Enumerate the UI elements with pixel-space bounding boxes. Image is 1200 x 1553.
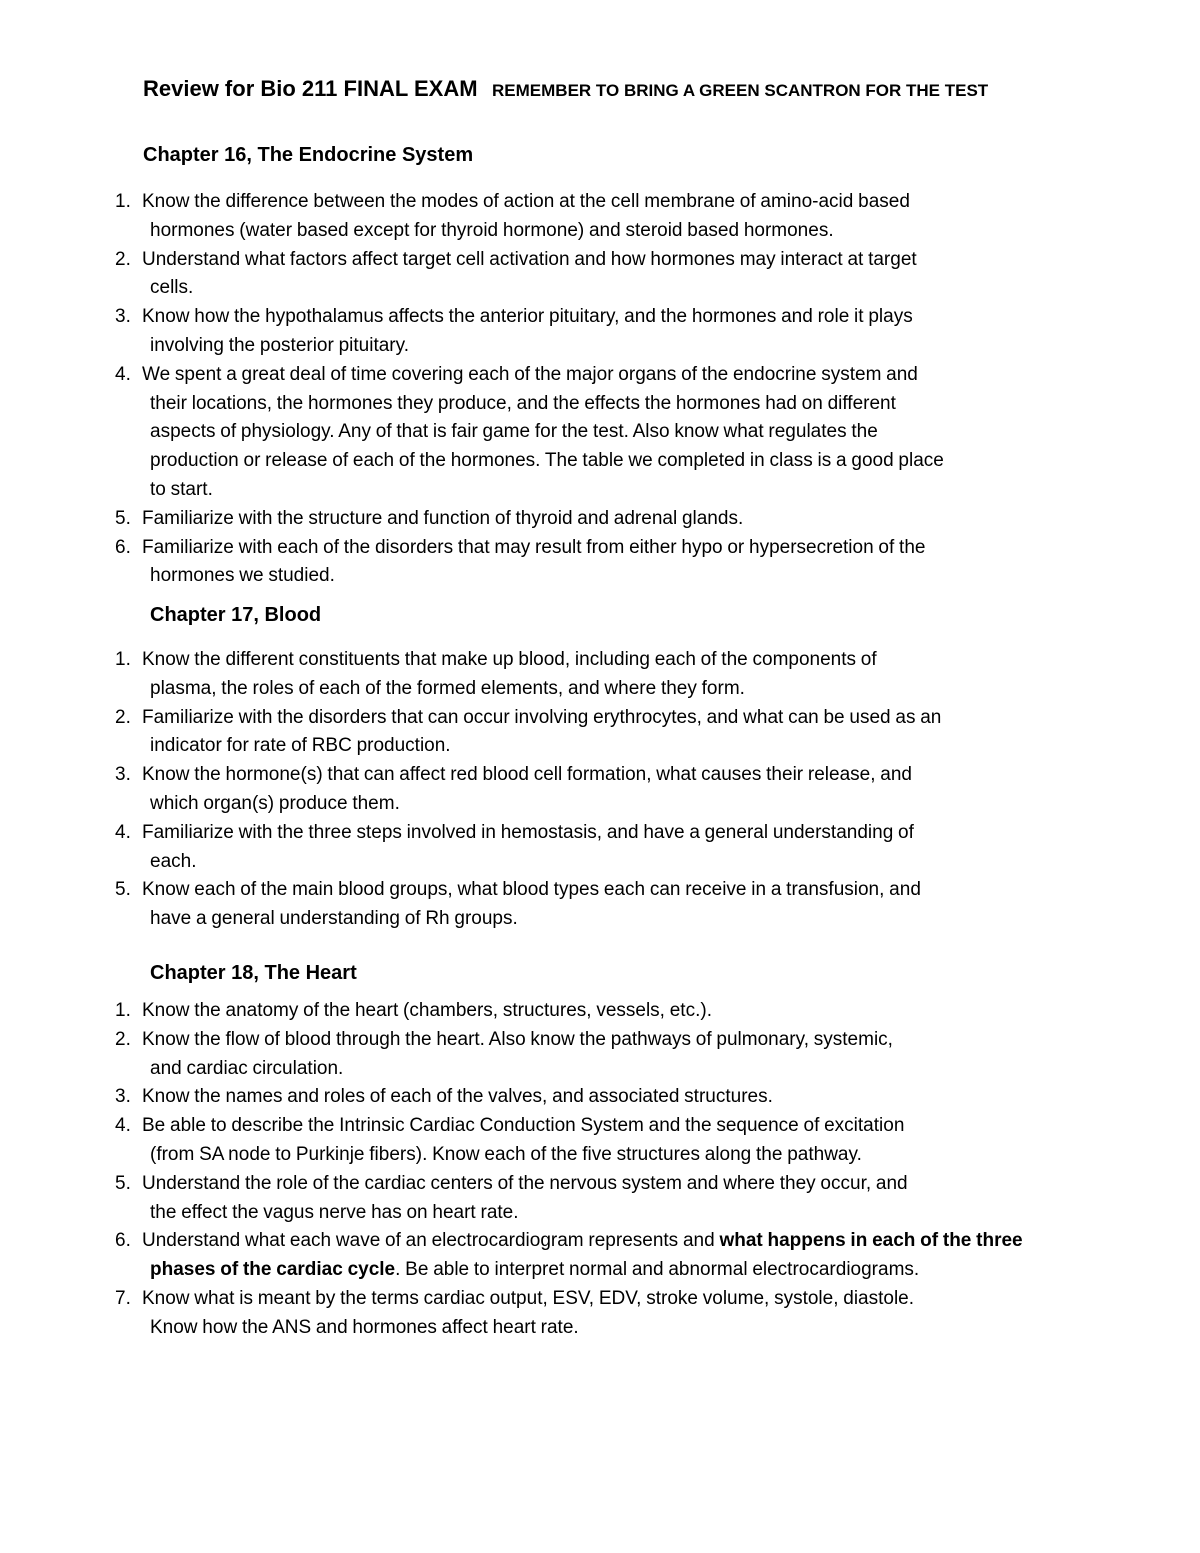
item-number: 4. (115, 1115, 131, 1137)
item-text: Understand what each wave of an electrocardiogram represents and (142, 1230, 715, 1252)
list-item (0, 704, 1100, 762)
item-text-continued: each. (150, 850, 197, 872)
chapter-17-list (0, 646, 1100, 934)
item-text: Familiarize with the three steps involved in hemostasis, and have a general understanding of (142, 821, 914, 843)
item-text-continued: Know how the ANS and hormones affect heart rate. (150, 1316, 579, 1338)
item-text: Familiarize with each of the disorders that may result from either hypo or hypersecretion of the (142, 536, 926, 558)
item-text: Know the difference between the modes of action at the cell membrane of amino-acid based (142, 191, 910, 212)
item-text: Be able to describe the Intrinsic Cardiac Conduction System and the sequence of excitation (142, 1115, 905, 1137)
list-item (0, 361, 1100, 505)
item-text-continued: the effect the vagus nerve has on heart rate. (150, 1201, 519, 1223)
item-number: 6. (115, 1230, 131, 1252)
chapter-18-list (0, 997, 1100, 1343)
item-text-continued: hormones (water based except for thyroid hormone) and steroid based hormones. (150, 219, 834, 241)
chapter-17-heading: Chapter 17, Blood (150, 604, 322, 626)
item-number: 3. (115, 306, 131, 328)
item-number: 1. (115, 191, 131, 212)
list-item (0, 876, 1100, 934)
item-text: Understand what factors affect target cell activation and how hormones may interact at target (142, 248, 917, 270)
item-text-continued: (from SA node to Purkinje fibers). Know each of the five structures along the pathway. (150, 1143, 862, 1165)
chapter-16-list (0, 188, 1100, 591)
list-item (0, 1026, 1100, 1084)
scantron-reminder: REMEMBER TO BRING A GREEN SCANTRON FOR THE TEST (492, 81, 989, 100)
item-number: 7. (115, 1287, 131, 1309)
list-item (0, 997, 1100, 1026)
item-text: Know how the hypothalamus affects the anterior pituitary, and the hormones and role it plays (142, 306, 913, 328)
list-item (0, 246, 1100, 304)
item-text-continued: which organ(s) produce them. (150, 792, 400, 814)
item-number: 2. (115, 1028, 131, 1050)
item-number: 1. (115, 1000, 131, 1021)
document-title: Review for Bio 211 FINAL EXAM (143, 76, 478, 101)
list-item (0, 1170, 1100, 1228)
item-number: 2. (115, 706, 131, 728)
item-text: Know the anatomy of the heart (chambers, structures, vessels, etc.). (142, 1000, 712, 1021)
item-text: Understand the role of the cardiac centers of the nervous system and where they occur, and (142, 1172, 908, 1194)
item-number: 6. (115, 536, 131, 558)
item-text: Familiarize with the disorders that can occur involving erythrocytes, and what can be used as an (142, 706, 942, 728)
item-text-continued: have a general understanding of Rh groups. (150, 908, 518, 930)
item-number: 2. (115, 248, 131, 270)
list-item (0, 303, 1100, 361)
item-text-continued: involving the posterior pituitary. (150, 334, 409, 356)
list-item (0, 646, 1100, 704)
list-item (0, 1083, 1100, 1112)
item-text-continued: their locations, the hormones they produce, and the effects the hormones had on different aspects of physiology. Any of that is fair game for the test. Also know what regulates the production or release of each of the hormones. The table we completed in class is a good place to start. (150, 392, 944, 500)
item-text-continued: . Be able to interpret normal and abnormal electrocardiograms. (395, 1259, 920, 1281)
item-text-continued: indicator for rate of RBC production. (150, 735, 451, 757)
item-number: 5. (115, 507, 131, 529)
item-text: Know each of the main blood groups, what blood types each can receive in a transfusion, and (142, 879, 921, 901)
list-item (0, 1112, 1100, 1170)
item-number: 4. (115, 821, 131, 843)
list-item (0, 188, 1100, 246)
item-text: Know the names and roles of each of the valves, and associated structures. (142, 1086, 773, 1108)
item-text-continued: and cardiac circulation. (150, 1057, 344, 1079)
item-text-continued: plasma, the roles of each of the formed elements, and where they form. (150, 677, 745, 699)
document-title-line (143, 76, 988, 102)
list-item (0, 505, 1100, 534)
list-item (0, 1227, 1100, 1285)
chapter-18-heading: Chapter 18, The Heart (150, 962, 357, 984)
item-number: 5. (115, 1172, 131, 1194)
item-text: Know the different constituents that make up blood, including each of the components of (142, 649, 877, 670)
item-text: Know the hormone(s) that can affect red blood cell formation, what causes their release, and (142, 764, 912, 786)
list-item (0, 761, 1100, 819)
list-item (0, 1285, 1100, 1343)
item-text-continued: hormones we studied. (150, 565, 335, 587)
list-item (0, 534, 1100, 592)
item-text-emphasis: what happens in each of the three phases of the cardiac cycle (150, 1230, 1023, 1281)
chapter-16-heading: Chapter 16, The Endocrine System (143, 144, 474, 166)
item-number: 1. (115, 649, 131, 670)
list-item (0, 819, 1100, 877)
item-text-continued: cells. (150, 277, 194, 299)
item-text: Know what is meant by the terms cardiac output, ESV, EDV, stroke volume, systole, diastole. (142, 1287, 915, 1309)
item-text: Know the flow of blood through the heart. Also know the pathways of pulmonary, systemic, (142, 1028, 893, 1050)
item-number: 5. (115, 879, 131, 901)
item-number: 3. (115, 1086, 131, 1108)
item-number: 4. (115, 363, 131, 385)
item-number: 3. (115, 764, 131, 786)
item-text: We spent a great deal of time covering each of the major organs of the endocrine system and (142, 363, 918, 385)
item-text: Familiarize with the structure and function of thyroid and adrenal glands. (142, 507, 744, 529)
